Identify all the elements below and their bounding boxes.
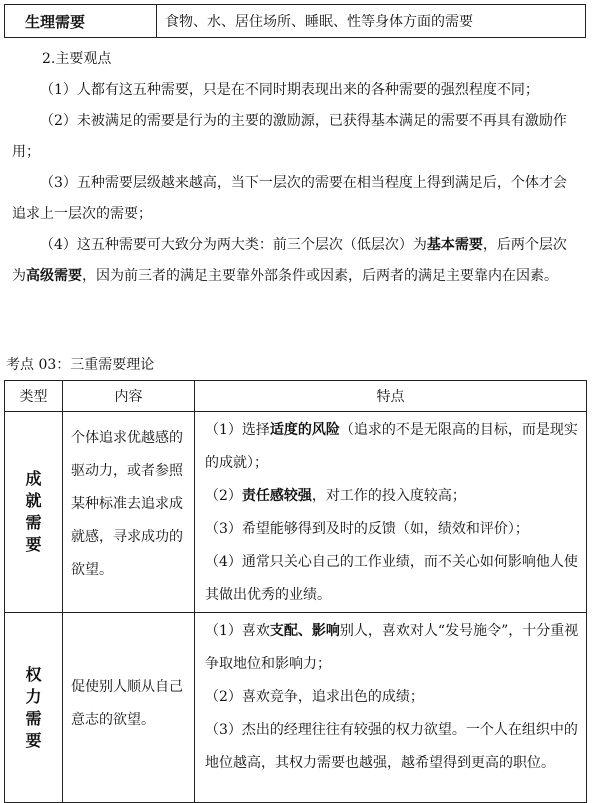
feature-item: （3）杰出的经理往往有较强的权力欲望。一个人在组织中的地位越高，其权力需要也越强，越希望得到更高的职位。 (205, 722, 578, 771)
table-row (5, 613, 587, 803)
needs-type-desc: 食物、水、居住场所、睡眠、性等身体方面的需要 (165, 14, 473, 30)
moderate-risk-term: 适度的风险 (269, 422, 340, 438)
feature-item: （1）选择适度的风险（追求的不是无限高的目标，而是现实的成就）； (205, 422, 578, 471)
feature-item: （1）喜欢支配、影响别人，喜欢对人“发号施令”，十分重视争取地位和影响力； (205, 623, 579, 672)
table-row (5, 412, 587, 613)
responsibility-term: 责任感较强 (241, 488, 312, 504)
physiological-needs-row (4, 4, 586, 38)
type-cell (5, 412, 63, 613)
section-heading: 2.主要观点 (42, 51, 112, 67)
header-type: 类型 (5, 381, 63, 412)
type-power: 权力需要 (25, 664, 42, 750)
type-achievement: 成就需要 (25, 469, 42, 554)
point-1: （1）人都有这五种需要，只是在不同时期表现出来的各种需要的强烈程度不同； (40, 82, 539, 98)
point-3: （3）五种需要层级越来越高，当下一层次的需要在相当程度上得到满足后，个体才会追求上一层次的需要； (12, 175, 567, 222)
features-achievement (195, 412, 587, 613)
needs-type-label: 生理需要 (5, 5, 157, 37)
content-achievement: 个体追求优越感的驱动力，或者参照某种标准去追求成就感，寻求成功的欲望。 (63, 412, 195, 613)
content-power: 促使别人顺从自己意志的欲望。 (63, 613, 195, 803)
header-features: 特点 (195, 381, 587, 412)
point-4-text-c: ，后两个层次为 (12, 237, 567, 284)
header-content: 内容 (63, 381, 195, 412)
point-4 (12, 230, 578, 292)
kaodian-heading: 考点 03：三重需要理论 (6, 357, 155, 373)
feature-item: （3）希望能够得到及时的反馈（如，绩效和评价）； (205, 521, 529, 537)
basic-needs-term: 基本需要 (426, 237, 483, 253)
point-2: （2）未被满足的需要是行为的主要的激励源，已获得基本满足的需要不再具有激励作用； (12, 113, 567, 160)
three-needs-table (4, 380, 587, 803)
feature-item: （2）喜欢竞争，追求出色的成绩； (205, 689, 424, 705)
table-header-row (5, 381, 587, 412)
feature-item: （4）通常只关心自己的工作业绩，而不关心如何影响他人使其做出优秀的业绩。 (205, 554, 578, 603)
advanced-needs-term: 高级需要 (26, 268, 82, 284)
type-cell (5, 613, 63, 803)
point-4-text-e: ，因为前三者的满足主要靠外部条件或因素，后两者的满足主要靠内在因素。 (82, 268, 558, 284)
features-power (195, 613, 587, 803)
feature-item: （2）责任感较强，对工作的投入度较高； (205, 488, 466, 504)
dominate-influence-term: 支配、影响 (269, 623, 340, 639)
point-4-text-a: （4）这五种需要可大致分为两大类：前三个层次（低层次）为 (40, 237, 427, 253)
main-points-section (12, 44, 578, 292)
